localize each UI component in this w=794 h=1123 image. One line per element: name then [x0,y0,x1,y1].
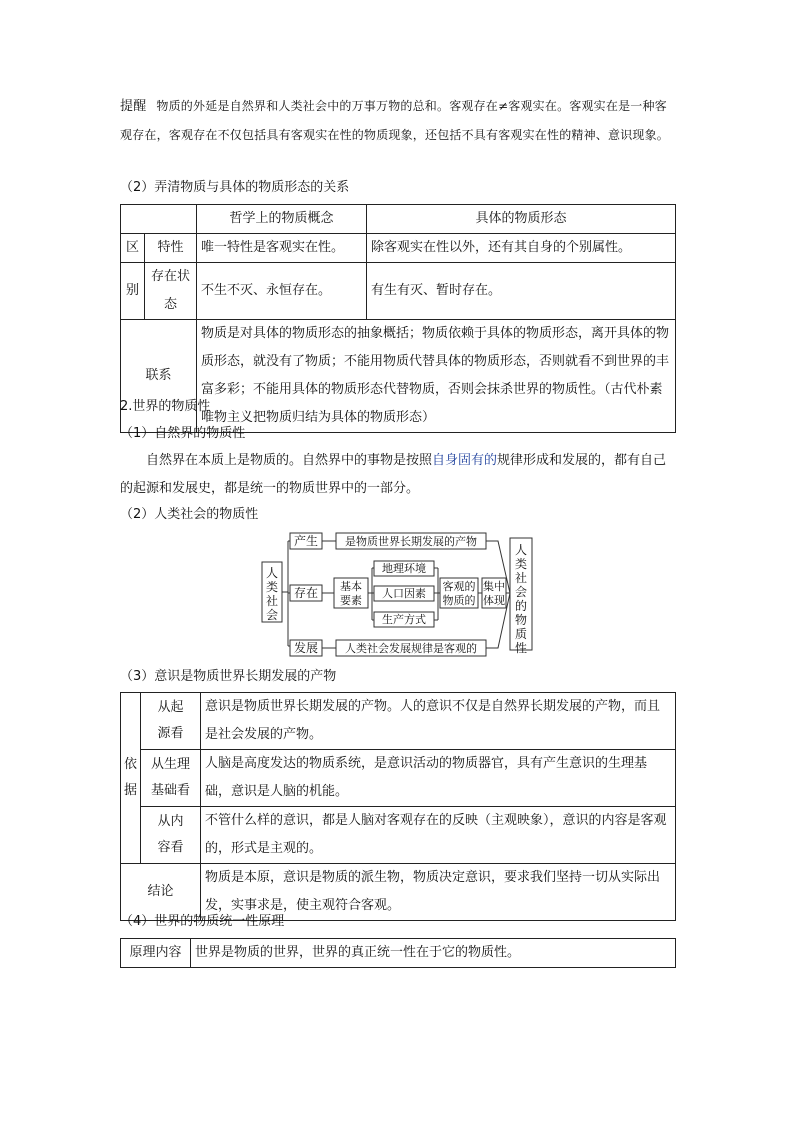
row-label: 原理内容 [121,939,191,968]
section-subheading: （2）人类社会的物质性 [120,507,259,522]
table-cell: 人脑是高度发达的物质系统，是意识活动的物质器官，具有产生意识的生理基础，意识是人脑的机能。 [201,750,676,807]
consciousness-table [120,692,676,921]
row-label: 存在状态 [145,263,197,320]
basic-label-2: 要素 [340,594,362,607]
objective-label-2: 物质的 [442,594,476,607]
basic-label-1: 基本 [340,580,362,593]
table-cell: 不生不灭、永恒存在。 [197,263,367,320]
table-cell: 有生有灭、暂时存在。 [367,263,676,320]
table-header: 具体的物质形态 [367,205,676,234]
produce-text: 是物质世界长期发展的产物 [345,535,477,548]
diff-label: 别 [121,263,145,320]
para-highlight: 自身固有的 [432,453,498,468]
develop-label: 发展 [293,641,319,655]
principle-table [120,938,676,968]
row-label: 从内 容看 [141,807,201,864]
section-subheading: （1）自然界的物质性 [120,426,246,441]
row-label: 特性 [145,234,197,263]
table-cell: 物质是对具体的物质形态的抽象概括；物质依赖于具体的物质形态，离开具体的物质形态，就没有了物质；不能用物质代替具体的物质形态，否则就看不到世界的丰富多彩；不能用具体的物质形态代替物质，否则会抹杀世界的物质性。（古代朴素唯物主义把物质归结为具体的物质形态） [197,320,676,433]
section-heading: 2.世界的物质性 [120,399,211,414]
right-label: 人类社会的物质性 [514,543,528,655]
para-text: 自然界在本质上是物质的。自然界中的事物是按照 [146,453,433,468]
section-heading: （2）弄清物质与具体的物质形态的关系 [120,180,350,195]
objective-label-1: 客观的 [442,580,476,593]
row-label: 从起 源看 [141,693,201,750]
diff-label: 区 [121,234,145,263]
exist-label: 存在 [293,586,319,600]
produce-label: 产生 [293,534,319,548]
pop-label: 人口因素 [382,587,426,600]
table-header: 哲学上的物质概念 [197,205,367,234]
row-label: 结论 [121,864,201,921]
table-cell: 意识是物质世界长期发展的产物。人的意识不仅是自然界长期发展的产物，而且是社会发展的产物。 [201,693,676,750]
section-heading: （3）意识是物质世界长期发展的产物 [120,669,337,684]
section-heading: （4）世界的物质统一性原理 [120,914,285,929]
focus-label-1: 集中 [483,580,505,593]
prod-label: 生产方式 [382,613,426,626]
focus-label-2: 体现 [483,594,505,607]
para-text: 规律形成和发展的，都有自己的起源和发展史，都是统一的物质世界中的一部分。 [120,453,667,496]
row-label: 从生理 基础看 [141,750,201,807]
row-label: 联系 [121,320,197,433]
basis-label: 依 据 [121,693,141,864]
left-label: 人类社会 [265,566,279,622]
table-cell: 除客观实在性以外，还有其自身的个别属性。 [367,234,676,263]
geo-label: 地理环境 [382,562,426,575]
table-cell: 世界是物质的世界，世界的真正统一性在于它的物质性。 [191,939,676,968]
table-cell: 不管什么样的意识，都是人脑对客观存在的反映（主观映象），意识的内容是客观的，形式是主观的。 [201,807,676,864]
table-cell: 唯一特性是客观实在性。 [197,234,367,263]
tip-lead: 提醒 [120,99,147,114]
develop-text: 人类社会发展规律是客观的 [345,642,477,655]
tip-text: 物质的外延是自然界和人类社会中的万事万物的总和。客观存在≠客观实在。客观实在是一种客观存在，客观存在不仅包括具有客观实在性的物质现象，还包括不具有客观实在性的精神、意识现象。 [120,99,670,142]
table-cell: 物质是本原，意识是物质的派生物，物质决定意识，要求我们坚持一切从实际出发，实事求是，使主观符合客观。 [201,864,676,921]
